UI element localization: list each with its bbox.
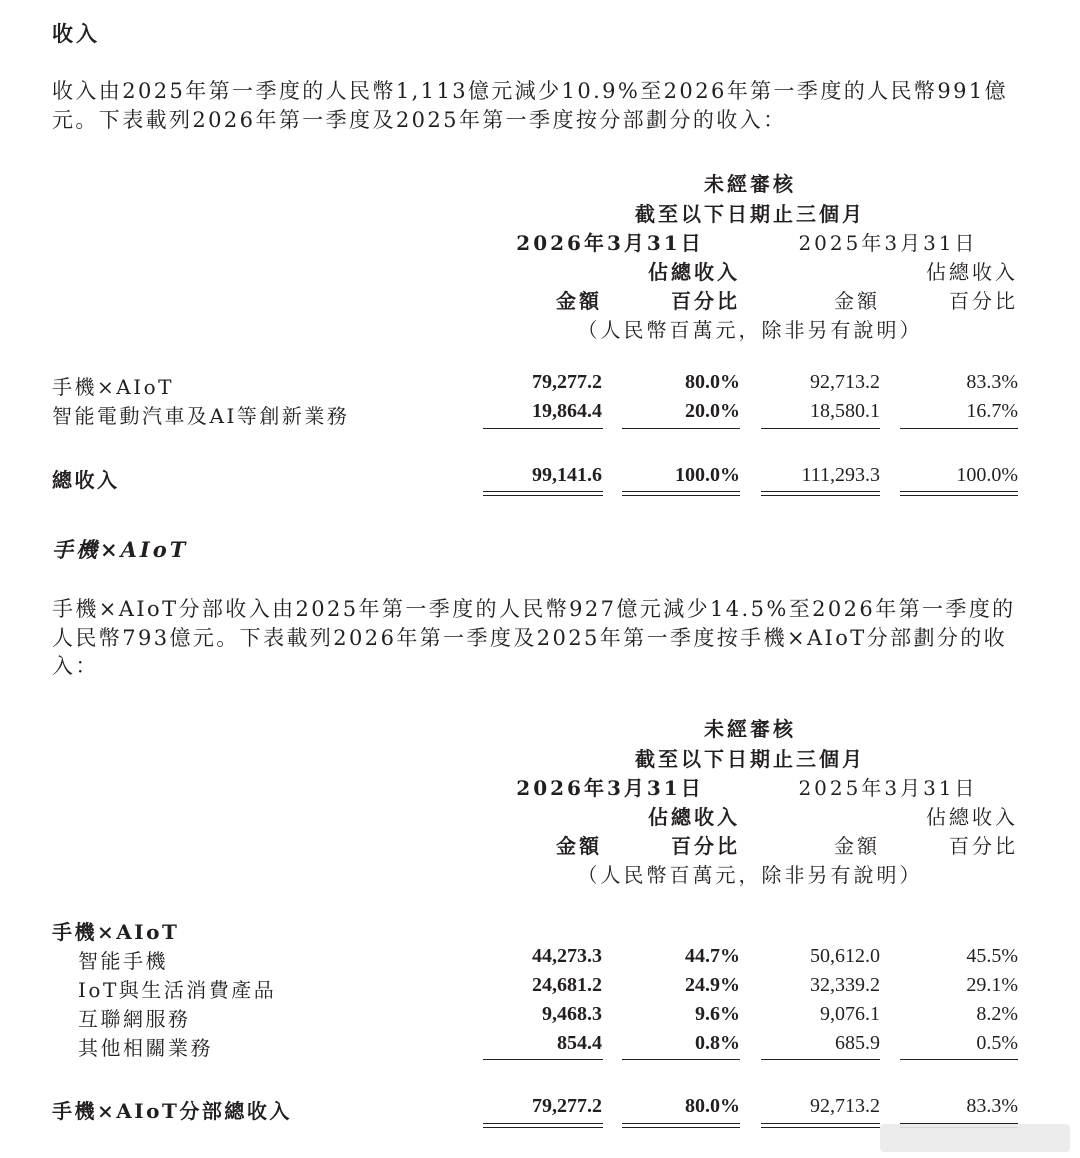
- total-rule: [761, 491, 880, 492]
- total-label: 手機×AIoT分部總收入: [52, 1099, 292, 1123]
- pct-2026: 44.7%: [685, 945, 740, 967]
- total-rule: [483, 491, 603, 492]
- amount-2026: 854.4: [557, 1032, 602, 1054]
- amount-label-2025: 金額: [834, 289, 880, 313]
- date-2026-label: 2026年3月31日: [516, 231, 704, 255]
- pct-of-total-label-2025: 佔總收入: [926, 260, 1018, 284]
- row-label: 互聯網服務: [78, 1007, 191, 1031]
- amount-2026: 24,681.2: [532, 974, 602, 996]
- subtotal-rule: [761, 428, 880, 429]
- subtotal-rule: [483, 428, 603, 429]
- period-label: 截至以下日期止三個月: [635, 202, 865, 226]
- pct-2025: 16.7%: [966, 400, 1018, 422]
- pct-2026: 80.0%: [685, 371, 740, 393]
- total-amount-2026: 79,277.2: [532, 1095, 602, 1117]
- amount-label-2025: 金額: [834, 834, 880, 858]
- pct-2026: 20.0%: [685, 400, 740, 422]
- amount-2026: 19,864.4: [532, 400, 602, 422]
- date-2026-label: 2026年3月31日: [516, 776, 704, 800]
- percentage-label-2025: 百分比: [949, 289, 1018, 313]
- subtotal-rule: [761, 1059, 880, 1060]
- unit-note: （人民幣百萬元，除非另有說明）: [577, 318, 923, 342]
- total-label: 總收入: [52, 468, 120, 492]
- amount-2025: 50,612.0: [810, 945, 880, 967]
- subtotal-rule: [622, 428, 740, 429]
- pct-of-total-label-2025: 佔總收入: [926, 805, 1018, 829]
- date-2025-label: 2025年3月31日: [798, 231, 978, 255]
- paragraph-line: 收入由2025年第一季度的人民幣1,113億元減少10.9%至2026年第一季度的人民幣991億: [52, 79, 1008, 103]
- total-amount-2025: 111,293.3: [801, 464, 880, 486]
- total-rule: [483, 1123, 603, 1124]
- total-rule: [622, 495, 740, 496]
- subtotal-rule: [483, 1059, 603, 1060]
- amount-2025: 685.9: [835, 1032, 880, 1054]
- row-label: 智能電動汽車及AI等創新業務: [52, 404, 350, 428]
- unaudited-label: 未經審核: [704, 172, 796, 196]
- period-label: 截至以下日期止三個月: [635, 747, 865, 771]
- total-rule: [622, 491, 740, 492]
- pct-2025: 8.2%: [976, 1003, 1018, 1025]
- amount-2026: 44,273.3: [532, 945, 602, 967]
- watermark-overlay: [880, 1124, 1070, 1152]
- pct-of-total-label-2026: 佔總收入: [648, 805, 740, 829]
- amount-label-2026: 金額: [556, 834, 602, 858]
- row-label: IoT與生活消費產品: [78, 978, 277, 1002]
- total-pct-2025: 100.0%: [956, 464, 1018, 486]
- section-heading-revenue: 收入: [52, 21, 100, 46]
- subtotal-rule: [900, 1059, 1018, 1060]
- percentage-label-2025: 百分比: [949, 834, 1018, 858]
- pct-2026: 9.6%: [695, 1003, 740, 1025]
- unit-note: （人民幣百萬元，除非另有說明）: [577, 863, 923, 887]
- amount-2025: 9,076.1: [820, 1003, 880, 1025]
- total-rule: [900, 495, 1018, 496]
- amount-2026: 79,277.2: [532, 371, 602, 393]
- row-label: 其他相關業務: [78, 1036, 213, 1060]
- pct-2025: 29.1%: [966, 974, 1018, 996]
- total-amount-2026: 99,141.6: [532, 464, 602, 486]
- row-label: 智能手機: [78, 949, 168, 973]
- total-pct-2025: 83.3%: [966, 1095, 1018, 1117]
- amount-2026: 9,468.3: [542, 1003, 602, 1025]
- percentage-label-2026: 百分比: [671, 834, 740, 858]
- pct-2025: 45.5%: [966, 945, 1018, 967]
- section-heading-smartphone-aiot: 手機×AIoT: [52, 537, 189, 562]
- pct-2026: 24.9%: [685, 974, 740, 996]
- paragraph-line: 元。下表載列2026年第一季度及2025年第一季度按分部劃分的收入：: [52, 108, 787, 132]
- percentage-label-2026: 百分比: [671, 289, 740, 313]
- date-2025-label: 2025年3月31日: [798, 776, 978, 800]
- total-rule: [761, 495, 880, 496]
- total-rule: [900, 491, 1018, 492]
- amount-label-2026: 金額: [556, 289, 602, 313]
- total-rule: [622, 1123, 740, 1124]
- group-label: 手機×AIoT: [52, 920, 180, 944]
- total-rule: [622, 1127, 740, 1128]
- total-rule: [483, 1127, 603, 1128]
- paragraph-line: 手機×AIoT分部收入由2025年第一季度的人民幣927億元減少14.5%至2026年第一季度的: [52, 597, 1016, 621]
- pct-of-total-label-2026: 佔總收入: [648, 260, 740, 284]
- pct-2025: 0.5%: [976, 1032, 1018, 1054]
- pct-2026: 0.8%: [695, 1032, 740, 1054]
- subtotal-rule: [622, 1059, 740, 1060]
- total-rule: [483, 495, 603, 496]
- total-amount-2025: 92,713.2: [810, 1095, 880, 1117]
- total-rule: [761, 1123, 880, 1124]
- amount-2025: 18,580.1: [810, 400, 880, 422]
- paragraph-line: 入：: [52, 654, 99, 678]
- total-pct-2026: 80.0%: [685, 1095, 740, 1117]
- unaudited-label: 未經審核: [704, 717, 796, 741]
- total-pct-2026: 100.0%: [675, 464, 740, 486]
- subtotal-rule: [900, 428, 1018, 429]
- total-rule: [761, 1127, 880, 1128]
- amount-2025: 32,339.2: [810, 974, 880, 996]
- row-label: 手機×AIoT: [52, 375, 174, 399]
- pct-2025: 83.3%: [966, 371, 1018, 393]
- paragraph-line: 人民幣793億元。下表載列2026年第一季度及2025年第一季度按手機×AIoT分部劃分的收: [52, 626, 1008, 650]
- amount-2025: 92,713.2: [810, 371, 880, 393]
